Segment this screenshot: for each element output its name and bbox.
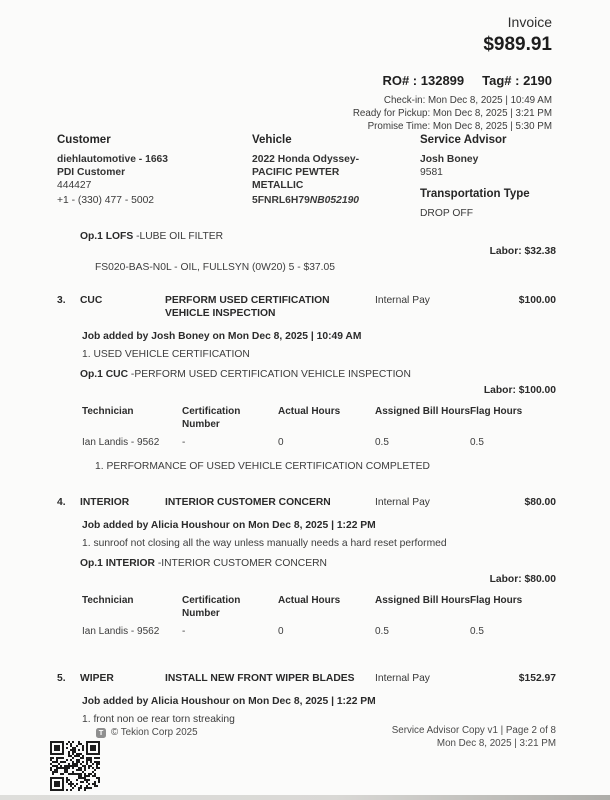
ro-timeline	[353, 94, 552, 133]
job-pay-type: Internal Pay	[375, 295, 430, 306]
tekion-logo-icon: T	[96, 728, 106, 738]
customer-id: 444427	[57, 180, 92, 191]
table-row	[82, 625, 556, 638]
vin-serial: NB052190	[309, 195, 360, 206]
customer-name: diehlautomotive - 1663	[57, 154, 169, 165]
checkin-line: Check-in: Mon Dec 8, 2025 | 10:49 AM	[383, 95, 552, 106]
service-advisor-label: Service Advisor	[420, 134, 507, 146]
job-list	[57, 226, 556, 726]
cell-assigned-bill-hours: 0.5	[375, 626, 389, 637]
service-advisor-id: 9581	[420, 167, 443, 178]
job-section-wiper	[57, 672, 556, 726]
job-description: PERFORM USED CERTIFICATION VEHICLE INSPECTION	[165, 295, 330, 319]
job-description: INSTALL NEW FRONT WIPER BLADES	[165, 673, 355, 684]
cell-technician: Ian Landis - 9562	[82, 626, 160, 637]
customer-type: PDI Customer	[57, 167, 126, 178]
op-line-lofs	[80, 230, 556, 243]
job-pay-type: Internal Pay	[375, 497, 430, 508]
op-description: -LUBE OIL FILTER	[133, 231, 224, 242]
copyright-text: © Tekion Corp 2025	[111, 727, 198, 738]
job-section-interior	[57, 496, 556, 638]
ro-tag-line	[353, 73, 552, 88]
job-pay-type: Internal Pay	[375, 673, 430, 684]
job-note: 1. PERFORMANCE OF USED VEHICLE CERTIFICATION COMPLETED	[95, 461, 430, 472]
col-flag-hours: Flag Hours	[470, 595, 523, 606]
technician-table	[82, 594, 556, 638]
table-header-row	[82, 594, 556, 620]
cell-certification-number: -	[182, 437, 186, 448]
vehicle-vin	[252, 194, 384, 207]
vehicle-section	[252, 134, 384, 207]
op-line-interior	[80, 557, 556, 570]
promise-time-line: Promise Time: Mon Dec 8, 2025 | 5:30 PM	[367, 121, 552, 132]
col-certification-number: Certification Number	[182, 595, 241, 619]
col-certification-number: Certification Number	[182, 406, 241, 430]
job-header	[57, 672, 556, 685]
qr-code-image	[50, 741, 100, 791]
customer-label: Customer	[57, 134, 111, 146]
transportation-type-value: DROP OFF	[420, 208, 474, 219]
op-line-cuc	[80, 368, 556, 381]
job-number: 4.	[57, 497, 66, 508]
vehicle-model: 2022 Honda Odyssey-	[252, 154, 360, 165]
labor-amount: Labor: $100.00	[483, 385, 556, 396]
invoice-header	[353, 14, 552, 133]
customer-phone: +1 - (330) 477 - 5002	[57, 195, 155, 206]
job-number: 3.	[57, 295, 66, 306]
cell-actual-hours: 0	[278, 626, 284, 637]
vehicle-label: Vehicle	[252, 134, 292, 146]
ready-for-pickup-line: Ready for Pickup: Mon Dec 8, 2025 | 3:21 PM	[352, 108, 552, 119]
part-line: FS020-BAS-N0L - OIL, FULLSYN (0W20) 5 - $37.05	[95, 262, 335, 273]
col-assigned-bill-hours: Assigned Bill Hours	[375, 595, 471, 606]
cell-technician: Ian Landis - 9562	[82, 437, 160, 448]
labor-amount: Labor: $80.00	[489, 574, 556, 585]
col-technician: Technician	[82, 406, 134, 417]
job-code: INTERIOR	[80, 497, 130, 508]
table-header-row	[82, 405, 556, 431]
tag-number: Tag# : 2190	[482, 73, 552, 88]
labor-amount: Labor: $32.38	[489, 246, 556, 257]
cell-flag-hours: 0.5	[470, 437, 484, 448]
job-section-cuc	[57, 294, 556, 473]
op-code: Op.1 INTERIOR	[80, 558, 155, 569]
cell-flag-hours: 0.5	[470, 626, 484, 637]
scan-edge-artifact	[0, 795, 610, 800]
transportation-type-label: Transportation Type	[420, 188, 530, 200]
op-description: -PERFORM USED CERTIFICATION VEHICLE INSPECTION	[128, 369, 411, 380]
service-advisor-section	[420, 134, 570, 220]
invoice-amount: $989.91	[483, 34, 552, 55]
job-amount: $152.97	[518, 673, 556, 684]
footer-left	[96, 727, 198, 738]
copy-page-line: Service Advisor Copy v1 | Page 2 of 8	[391, 725, 556, 736]
cell-certification-number: -	[182, 626, 186, 637]
cell-assigned-bill-hours: 0.5	[375, 437, 389, 448]
customer-section	[57, 134, 237, 207]
job-header	[57, 496, 556, 509]
col-assigned-bill-hours: Assigned Bill Hours	[375, 406, 471, 417]
qr-code	[50, 741, 100, 791]
op-code: Op.1 CUC	[80, 369, 129, 380]
op-description: -INTERIOR CUSTOMER CONCERN	[154, 558, 327, 569]
job-concern: 1. sunroof not closing all the way unless manually needs a hard reset performed	[82, 538, 447, 549]
col-actual-hours: Actual Hours	[278, 406, 341, 417]
service-advisor-name: Josh Boney	[420, 154, 479, 165]
job-added-by: Job added by Alicia Houshour on Mon Dec 8, 2025 | 1:22 PM	[82, 696, 376, 707]
op-code: Op.1 LOFS	[80, 231, 134, 242]
technician-table	[82, 405, 556, 449]
col-flag-hours: Flag Hours	[470, 406, 523, 417]
job-header	[57, 294, 556, 320]
ro-number: RO# : 132899	[382, 73, 465, 88]
job-added-by: Job added by Josh Boney on Mon Dec 8, 2025 | 10:49 AM	[82, 331, 362, 342]
job-concern: 1. USED VEHICLE CERTIFICATION	[82, 349, 250, 360]
job-code: WIPER	[80, 673, 114, 684]
job-concern: 1. front non oe rear torn streaking	[82, 714, 235, 725]
job-added-by: Job added by Alicia Houshour on Mon Dec 8, 2025 | 1:22 PM	[82, 520, 376, 531]
job-amount: $100.00	[518, 295, 556, 306]
footer-right	[392, 724, 556, 750]
col-technician: Technician	[82, 595, 134, 606]
invoice-label: Invoice	[507, 14, 552, 30]
job-description: INTERIOR CUSTOMER CONCERN	[165, 497, 331, 508]
job-number: 5.	[57, 673, 66, 684]
vin-prefix: 5FNRL6H79	[252, 195, 310, 206]
cell-actual-hours: 0	[278, 437, 284, 448]
col-actual-hours: Actual Hours	[278, 595, 341, 606]
table-row	[82, 436, 556, 449]
printed-time-line: Mon Dec 8, 2025 | 3:21 PM	[436, 738, 556, 749]
job-code: CUC	[80, 295, 103, 306]
job-amount: $80.00	[524, 497, 556, 508]
vehicle-color: PACIFIC PEWTER METALLIC	[252, 167, 340, 191]
